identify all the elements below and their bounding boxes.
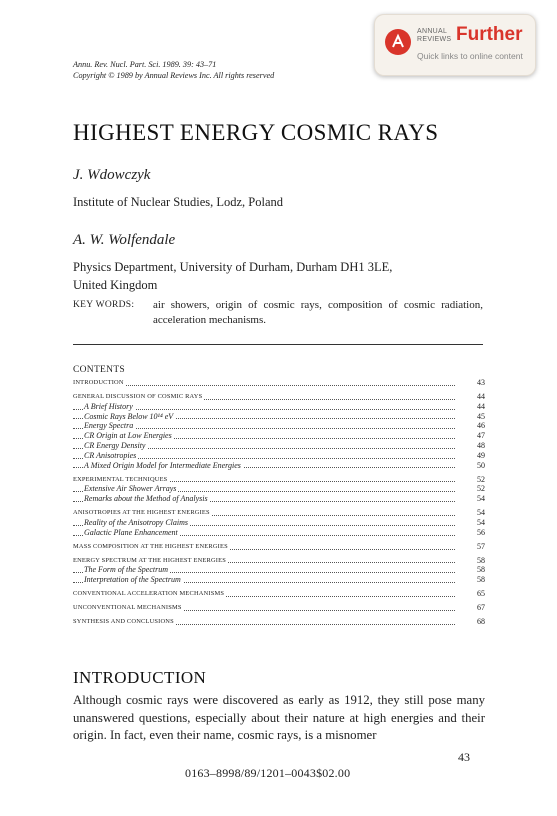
toc-entry[interactable] [73, 518, 485, 528]
toc-entry-page: 50 [477, 460, 485, 470]
body-paragraph: Although cosmic rays were discovered as early as 1912, they still pose many unanswered questions, especially about their nature at high energies and their origin. In fact, even their name, cosmic rays, is a misnomer [73, 693, 485, 742]
toc-entry-title: INTRODUCTION [73, 379, 124, 386]
badge-subtitle: Quick links to online content [417, 51, 523, 61]
copyright-line: Copyright © 1989 by Annual Reviews Inc. All rights reserved [73, 71, 275, 80]
article-code: 0163–8998/89/1201–0043$02.00 [185, 766, 351, 780]
toc-entry-title: Remarks about the Method of Analysis [84, 494, 208, 504]
toc-entry[interactable] [73, 451, 485, 461]
author-affiliation [73, 258, 392, 294]
section-heading: INTRODUCTION [73, 668, 207, 687]
toc-entry-title: Interpretation of the Spectrum [84, 575, 181, 585]
toc-entry[interactable] [73, 475, 485, 485]
affiliation-line: United Kingdom [73, 278, 158, 292]
toc-entry-title: CR Origin at Low Energies [84, 431, 172, 441]
toc-entry-page: 68 [477, 617, 485, 627]
toc-entry[interactable] [73, 603, 485, 613]
author-name: A. W. Wolfendale [73, 232, 176, 248]
toc-entry-page: 47 [477, 431, 485, 441]
toc-entry-page: 44 [477, 391, 485, 401]
toc-entry-page: 52 [477, 484, 485, 494]
toc-entry[interactable] [73, 528, 485, 538]
toc-entry[interactable] [73, 556, 485, 566]
toc-entry-page: 65 [477, 589, 485, 599]
badge-brand-line: ANNUAL [417, 28, 448, 35]
toc-entry-page: 44 [477, 401, 485, 411]
author-affiliation: Institute of Nuclear Studies, Lodz, Poland [73, 195, 284, 209]
toc-entry-page: 58 [477, 555, 485, 565]
toc-entry-title: Energy Spectra [84, 421, 134, 431]
divider [73, 344, 483, 345]
toc-entry[interactable] [73, 402, 485, 412]
toc-entry-title: Reality of the Anisotropy Claims [84, 517, 188, 527]
toc-entry-page: 58 [477, 565, 485, 575]
badge-brand [417, 28, 451, 44]
toc-entry[interactable] [73, 461, 485, 471]
toc-entry-title: A Brief History [84, 401, 133, 411]
keywords-text: air showers, origin of cosmic rays, composition of cosmic radiation, acceleration mechanisms. [153, 299, 483, 326]
badge-title: Further [456, 24, 523, 45]
toc-entry[interactable] [73, 589, 485, 599]
toc-entry-title: The Form of the Spectrum [84, 565, 168, 575]
toc-entry[interactable] [73, 412, 485, 422]
toc-entry[interactable] [73, 392, 485, 402]
toc-entry[interactable] [73, 565, 485, 575]
journal-citation [73, 59, 274, 81]
toc-entry-title: UNCONVENTIONAL MECHANISMS [73, 604, 182, 612]
toc-entry-page: 52 [477, 474, 485, 484]
contents-heading: CONTENTS [73, 365, 126, 375]
toc-entry-title: ENERGY SPECTRUM AT THE HIGHEST ENERGIES [73, 556, 226, 564]
table-of-contents [73, 378, 485, 627]
toc-leader-dots [73, 385, 455, 386]
toc-entry-title: Extensive Air Shower Arrays [84, 484, 177, 494]
toc-entry-title: A Mixed Origin Model for Intermediate Energies [84, 460, 241, 470]
toc-entry-title: CONVENTIONAL ACCELERATION MECHANISMS [73, 590, 225, 598]
toc-entry-title: MASS COMPOSITION AT THE HIGHEST ENERGIES [73, 542, 228, 550]
toc-entry-title: GENERAL DISCUSSION OF COSMIC RAYS [73, 392, 203, 400]
toc-entry-page: 43 [477, 378, 485, 387]
toc-entry[interactable] [73, 484, 485, 494]
toc-entry[interactable] [73, 508, 485, 518]
toc-entry-page: 48 [477, 440, 485, 450]
toc-entry-page: 58 [477, 575, 485, 585]
author-name: J. Wdowczyk [73, 167, 151, 183]
toc-entry-page: 67 [477, 603, 485, 613]
toc-entry-page: 56 [477, 527, 485, 537]
toc-entry-page: 46 [477, 421, 485, 431]
toc-entry-title: ANISOTROPIES AT THE HIGHEST ENERGIES [73, 509, 210, 517]
page-number: 43 [458, 750, 470, 764]
toc-entry-title: CR Energy Density [84, 440, 146, 450]
further-badge[interactable] [374, 14, 536, 76]
toc-entry[interactable] [73, 441, 485, 451]
toc-entry-page: 45 [477, 411, 485, 421]
toc-entry-title: CR Anisotropies [84, 450, 137, 460]
toc-entry-page: 57 [477, 541, 485, 551]
toc-entry[interactable] [73, 378, 485, 388]
article-title: HIGHEST ENERGY COSMIC RAYS [73, 120, 439, 145]
toc-entry-title: Galactic Plane Enhancement [84, 527, 178, 537]
toc-entry-page: 49 [477, 450, 485, 460]
toc-entry[interactable] [73, 494, 485, 504]
annual-reviews-logo-icon [385, 29, 411, 55]
keywords-label: KEY WORDS: [73, 300, 135, 310]
toc-entry-title: EXPERIMENTAL TECHNIQUES [73, 475, 168, 483]
toc-entry[interactable] [73, 421, 485, 431]
badge-brand-line: REVIEWS [417, 36, 452, 43]
journal-citation-line: Annu. Rev. Nucl. Part. Sci. 1989. 39: 43–71 [73, 60, 217, 69]
toc-entry[interactable] [73, 431, 485, 441]
affiliation-line: Physics Department, University of Durham, Durham DH1 3LE, [73, 260, 393, 274]
toc-entry-page: 54 [477, 508, 485, 518]
toc-entry-page: 54 [477, 517, 485, 527]
toc-entry[interactable] [73, 617, 485, 627]
toc-entry[interactable] [73, 542, 485, 552]
toc-entry-page: 54 [477, 494, 485, 504]
toc-entry-title: Cosmic Rays Below 10¹⁴ eV [84, 411, 174, 421]
toc-entry[interactable] [73, 575, 485, 585]
toc-entry-title: SYNTHESIS AND CONCLUSIONS [73, 618, 174, 626]
